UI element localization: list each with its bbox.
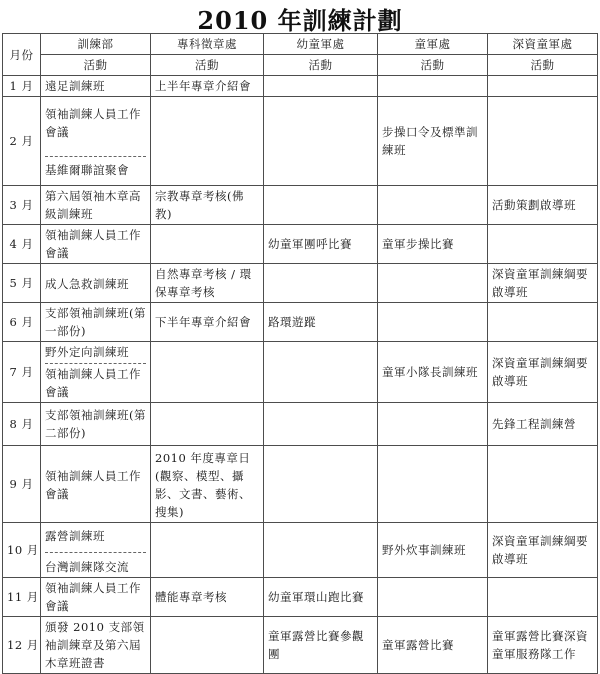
activity-cell (151, 76, 264, 97)
activity-text: 成人急救訓練班 (45, 277, 129, 291)
activity-cell (41, 303, 151, 342)
activity-cell (41, 76, 151, 97)
activity-cell (264, 446, 378, 523)
table-row (3, 617, 598, 674)
activity-cell (41, 225, 151, 264)
activity-cell (378, 97, 488, 186)
activity-cell (488, 76, 598, 97)
activity-cell (378, 76, 488, 97)
activity-cell (264, 303, 378, 342)
activity-cell (151, 264, 264, 303)
activity-cell (264, 523, 378, 578)
table-row (3, 97, 598, 186)
activity-header: 活動 (378, 55, 488, 76)
activity-cell (378, 446, 488, 523)
header-row-activity (3, 55, 598, 76)
training-plan-table (2, 33, 598, 674)
activity-cell (41, 186, 151, 225)
header-row-depts (3, 34, 598, 55)
activity-cell (41, 617, 151, 674)
month-cell: 4 月 (3, 225, 41, 264)
activity-text: 基維爾聯誼聚會 (45, 163, 129, 177)
activity-cell (488, 403, 598, 446)
activity-cell (41, 264, 151, 303)
activity-cell (151, 578, 264, 617)
activity-text: 露營訓練班 (45, 529, 105, 543)
activity-cell (488, 303, 598, 342)
activity-cell (378, 578, 488, 617)
activity-cell (41, 403, 151, 446)
activity-cell (264, 225, 378, 264)
activity-cell (151, 403, 264, 446)
activity-cell (378, 403, 488, 446)
month-cell: 9 月 (3, 446, 41, 523)
activity-cell (151, 523, 264, 578)
activity-cell (151, 617, 264, 674)
dashed-divider (45, 552, 146, 553)
activity-text: 童軍露營比賽深資童軍服務隊工作 (492, 629, 588, 661)
table-row (3, 264, 598, 303)
activity-cell (264, 617, 378, 674)
activity-text: 步操口令及標準訓練班 (382, 125, 478, 157)
table-row (3, 523, 598, 578)
activity-text: 上半年專章介紹會 (155, 79, 251, 93)
activity-cell (488, 578, 598, 617)
activity-header: 活動 (488, 55, 598, 76)
column-header-badge: 專科徵章處 (151, 34, 264, 55)
page-title: 2010 年訓練計劃 (197, 6, 403, 35)
table-row (3, 186, 598, 225)
activity-text: 下半年專章介紹會 (155, 315, 251, 329)
activity-text: 幼童軍環山跑比賽 (268, 590, 364, 604)
activity-header: 活動 (264, 55, 378, 76)
month-column-header: 月份 (3, 34, 41, 76)
activity-text: 支部領袖訓練班(第二部份) (45, 408, 146, 440)
table-row (3, 403, 598, 446)
activity-text: 第六屆領袖木章高級訓練班 (45, 189, 141, 221)
activity-header: 活動 (151, 55, 264, 76)
table-row (3, 342, 598, 403)
activity-cell (378, 186, 488, 225)
activity-cell (488, 186, 598, 225)
activity-cell (264, 76, 378, 97)
table-row (3, 578, 598, 617)
activity-text: 領袖訓練人員工作會議 (45, 581, 141, 613)
activity-text: 活動策劃啟導班 (492, 198, 576, 212)
activity-text: 深資童軍訓練綱要啟導班 (492, 267, 588, 299)
activity-cell (151, 97, 264, 186)
month-cell: 12 月 (3, 617, 41, 674)
activity-text: 野外定向訓練班 (45, 345, 129, 359)
activity-text: 童軍小隊長訓練班 (382, 365, 478, 379)
activity-text: 深資童軍訓練綱要啟導班 (492, 534, 588, 566)
month-cell: 6 月 (3, 303, 41, 342)
month-cell: 3 月 (3, 186, 41, 225)
activity-text: 頒發 2010 支部領袖訓練章及第六屆木章班證書 (45, 620, 145, 670)
activity-text: 遠足訓練班 (45, 79, 105, 93)
table-row (3, 225, 598, 264)
activity-cell (488, 523, 598, 578)
month-cell: 10 月 (3, 523, 41, 578)
activity-cell (151, 303, 264, 342)
activity-text: 童軍露營比賽參觀團 (268, 629, 364, 661)
month-cell: 7 月 (3, 342, 41, 403)
activity-cell (41, 97, 151, 186)
activity-cell (264, 97, 378, 186)
activity-header: 活動 (41, 55, 151, 76)
activity-text: 童軍露營比賽 (382, 638, 454, 652)
activity-cell (488, 617, 598, 674)
activity-text: 童軍步操比賽 (382, 237, 454, 251)
activity-cell (378, 523, 488, 578)
activity-cell (151, 225, 264, 264)
activity-text: 深資童軍訓練綱要啟導班 (492, 356, 588, 388)
activity-text: 領袖訓練人員工作會議 (45, 228, 141, 260)
dashed-divider (45, 156, 146, 157)
table-row (3, 303, 598, 342)
activity-cell (378, 264, 488, 303)
activity-cell (264, 264, 378, 303)
activity-cell (41, 342, 151, 403)
table-row (3, 76, 598, 97)
activity-cell (264, 578, 378, 617)
activity-cell (41, 523, 151, 578)
activity-text: 支部領袖訓練班(第一部份) (45, 306, 146, 338)
activity-text: 台灣訓練隊交流 (45, 560, 129, 574)
month-cell: 5 月 (3, 264, 41, 303)
activity-cell (264, 403, 378, 446)
column-header-venture: 深資童軍處 (488, 34, 598, 55)
activity-text: 領袖訓練人員工作會議 (45, 107, 141, 139)
activity-cell (41, 446, 151, 523)
dashed-divider (45, 363, 146, 364)
activity-cell (264, 342, 378, 403)
activity-cell (378, 342, 488, 403)
activity-text: 先鋒工程訓練營 (492, 417, 576, 431)
month-cell: 8 月 (3, 403, 41, 446)
activity-text: 宗教專章考核(佛教) (155, 189, 244, 221)
activity-cell (488, 225, 598, 264)
activity-text: 領袖訓練人員工作會議 (45, 367, 141, 399)
activity-text: 幼童軍團呼比賽 (268, 237, 352, 251)
activity-cell (41, 578, 151, 617)
activity-cell (151, 186, 264, 225)
activity-text: 路環遊蹤 (268, 315, 316, 329)
activity-cell (264, 186, 378, 225)
activity-text: 自然專章考核 / 環保專章考核 (155, 267, 252, 299)
activity-cell (378, 303, 488, 342)
activity-cell (488, 342, 598, 403)
activity-cell (378, 617, 488, 674)
month-cell: 11 月 (3, 578, 41, 617)
month-cell: 2 月 (3, 97, 41, 186)
activity-cell (488, 264, 598, 303)
activity-cell (378, 225, 488, 264)
activity-cell (151, 342, 264, 403)
column-header-scout: 童軍處 (378, 34, 488, 55)
activity-text: 2010 年度專章日 (觀察、模型、攝影、文書、藝術、搜集) (155, 451, 251, 519)
activity-cell (488, 97, 598, 186)
activity-cell (151, 446, 264, 523)
activity-text: 體能專章考核 (155, 590, 227, 604)
activity-text: 野外炊事訓練班 (382, 543, 466, 557)
activity-text: 領袖訓練人員工作會議 (45, 469, 141, 501)
table-row (3, 446, 598, 523)
column-header-training: 訓練部 (41, 34, 151, 55)
activity-cell (488, 446, 598, 523)
column-header-cub: 幼童軍處 (264, 34, 378, 55)
month-cell: 1 月 (3, 76, 41, 97)
